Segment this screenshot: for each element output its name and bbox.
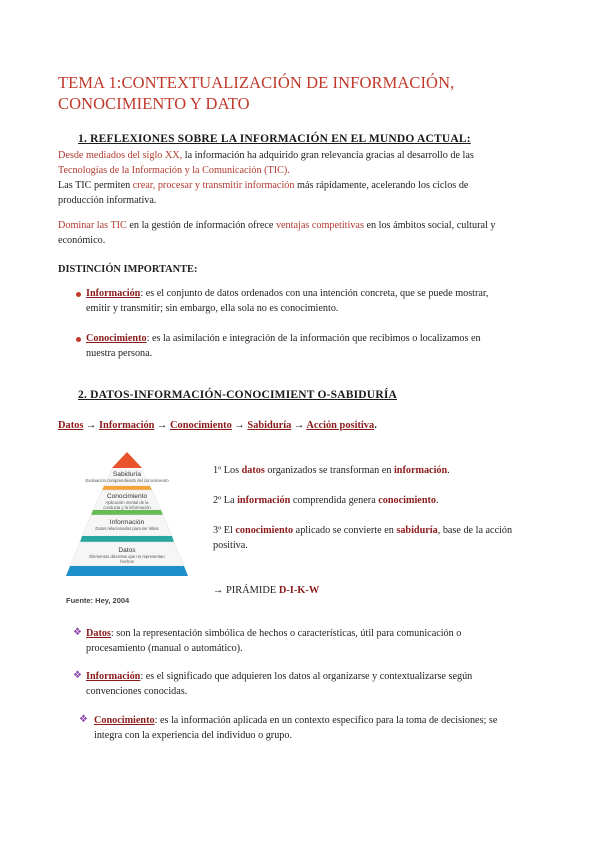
chain-arrow: → [234, 420, 245, 431]
definition-line2: procesamiento (manual o automático). [86, 643, 243, 654]
bullet-term: Información [86, 288, 141, 299]
p1-text: la información ha adquirido gran relevancia gracias al desarrollo de las [182, 150, 474, 161]
pyramid-label [213, 583, 319, 598]
step-term-2: conocimiento [378, 495, 436, 506]
step-term-2: información [393, 465, 448, 476]
pyramid-layer-datos [62, 547, 192, 564]
definition-conocimiento [94, 713, 549, 743]
paragraph-3 [58, 218, 548, 248]
p2-start: Las TIC permiten [58, 180, 133, 191]
dikw-pyramid-figure [62, 452, 192, 610]
definition-line1: : es la información aplicada en un contexto específico para la toma de decisiones; se [154, 715, 498, 726]
pyramid-layer-title: Sabiduría [112, 471, 142, 478]
page-title [58, 72, 498, 114]
definition-term: Datos [86, 628, 111, 639]
step-3 [213, 523, 553, 553]
pyramid-layer-sabiduria [62, 471, 192, 483]
chain-informacion: Información [99, 420, 155, 431]
pyramid-layer-title: Conocimiento [106, 493, 148, 500]
step-num: 2º La [213, 495, 238, 506]
section-2-heading: 2. DATOS-INFORMACIÓN-CONOCIMIENT O-SABIDURÍA [78, 389, 398, 401]
diamond-bullet-icon: ❖ [73, 670, 82, 681]
p3-text-b: en los ámbitos social, cultural y [363, 220, 496, 231]
chain-arrow: → [157, 420, 168, 431]
step-end: . [435, 495, 439, 506]
pyramid-layer-sub: Evaluación comprendiendo del conocimiento [85, 478, 169, 483]
chain-end: . [374, 420, 377, 431]
pyramid-layer-informacion [62, 519, 192, 531]
step-end: . [447, 465, 450, 476]
definition-line2: convenciones conocidas. [86, 686, 188, 697]
pyramid-label-prefix: → PIRÁMIDE [213, 585, 279, 596]
distinction-label: DISTINCIÓN IMPORTANTE: [58, 264, 198, 275]
p1-line2-highlight: Tecnologías de la Información y la Comunicación (TIC). [58, 165, 290, 176]
p2-highlight: crear, procesar y transmitir información [132, 180, 295, 191]
pyramid-source: Fuente: Hey, 2004 [66, 596, 130, 605]
pyramid-layer-title: Datos [118, 547, 136, 554]
pyramid-layer-conocimiento [62, 493, 192, 510]
pyramid-layer-sub: Aplicación mental de la conducta y la información [103, 500, 151, 510]
bullet-conocimiento [86, 331, 546, 361]
pyramid-apex [112, 452, 142, 468]
pyramid-stripe-blue [66, 566, 188, 576]
pyramid-stripe-green [91, 510, 163, 515]
definition-line1: : son la representación simbólica de hechos o características, útil para comunicación o [110, 628, 462, 639]
pyramid-label-acronym: D-I-K-W [278, 585, 320, 596]
step-num: 3º El [213, 525, 236, 536]
definition-term: Conocimiento [94, 715, 155, 726]
bullet-line2: emitir y transmitir; sin embargo, ella sola no es conocimiento. [86, 303, 339, 314]
definition-term: Información [86, 671, 141, 682]
p2-line2: producción informativa. [58, 195, 157, 206]
step-num: 1º Los [213, 465, 242, 476]
bullet-informacion [86, 286, 546, 316]
step-line2: positiva. [213, 540, 248, 551]
pyramid-layer-sub: Elementos discretos que no representan hechos [89, 554, 165, 564]
step-1 [213, 463, 553, 478]
p2-text: más rápidamente, acelerando los ciclos de [294, 180, 469, 191]
step-term-1: conocimiento [235, 525, 294, 536]
chain-arrow: → [293, 420, 305, 431]
p3-line2: económico. [58, 235, 106, 246]
title-line-2: CONOCIMIENTO Y DATO [58, 94, 250, 113]
p3-text-a: en la gestión de información ofrece [126, 220, 276, 231]
definition-line1: : es el significado que adquieren los datos al organizarse y contextualizarse según [140, 671, 473, 682]
bullet-line1: : es el conjunto de datos ordenados con una intención concreta, que se puede mostrar, [140, 288, 489, 299]
chain-sabiduria: Sabiduría [247, 420, 292, 431]
title-line-1: TEMA 1:CONTEXTUALIZACIÓN DE INFORMACIÓN, [58, 73, 455, 92]
p3-highlight-2: ventajas competitivas [275, 220, 364, 231]
section-1-heading: 1. REFLEXIONES SOBRE LA INFORMACIÓN EN EL MUNDO ACTUAL: [78, 133, 471, 145]
chain-arrow: → [86, 420, 97, 431]
bullet-term: Conocimiento [86, 333, 147, 344]
pyramid-layer-title: Información [109, 519, 145, 526]
pyramid-layer-sub: Datos relacionados para ser útiles [95, 526, 159, 531]
step-2 [213, 493, 553, 508]
bullet-line2: nuestra persona. [86, 348, 153, 359]
definition-datos [86, 626, 546, 656]
step-mid: aplicado se convierte en [293, 525, 397, 536]
definition-informacion [86, 669, 546, 699]
chain-conocimiento: Conocimiento [170, 420, 232, 431]
definition-line2: integra con la experiencia del individuo o grupo. [94, 730, 293, 741]
step-term-1: datos [241, 465, 265, 476]
pyramid-stripe-orange [102, 486, 152, 490]
chain-accion: Acción positiva [306, 420, 375, 431]
p1-highlight: Desde mediados del siglo XX, [58, 150, 183, 161]
bullet-dot [76, 292, 81, 297]
p3-highlight-1: Dominar las TIC [58, 220, 127, 231]
diamond-bullet-icon: ❖ [73, 627, 82, 638]
paragraph-1 [58, 148, 548, 208]
step-term-1: información [237, 495, 291, 506]
dikw-chain [58, 418, 377, 433]
diamond-bullet-icon: ❖ [79, 714, 88, 725]
bullet-line1: : es la asimilación e integración de la información que recibimos o localizamos en [146, 333, 481, 344]
step-end: , base de la acción [437, 525, 513, 536]
step-mid: comprendida genera [290, 495, 379, 506]
step-term-2: sabiduría [396, 525, 438, 536]
step-mid: organizados se transforman en [264, 465, 394, 476]
pyramid-stripe-teal [80, 536, 174, 542]
chain-datos: Datos [58, 420, 84, 431]
bullet-dot [76, 337, 81, 342]
